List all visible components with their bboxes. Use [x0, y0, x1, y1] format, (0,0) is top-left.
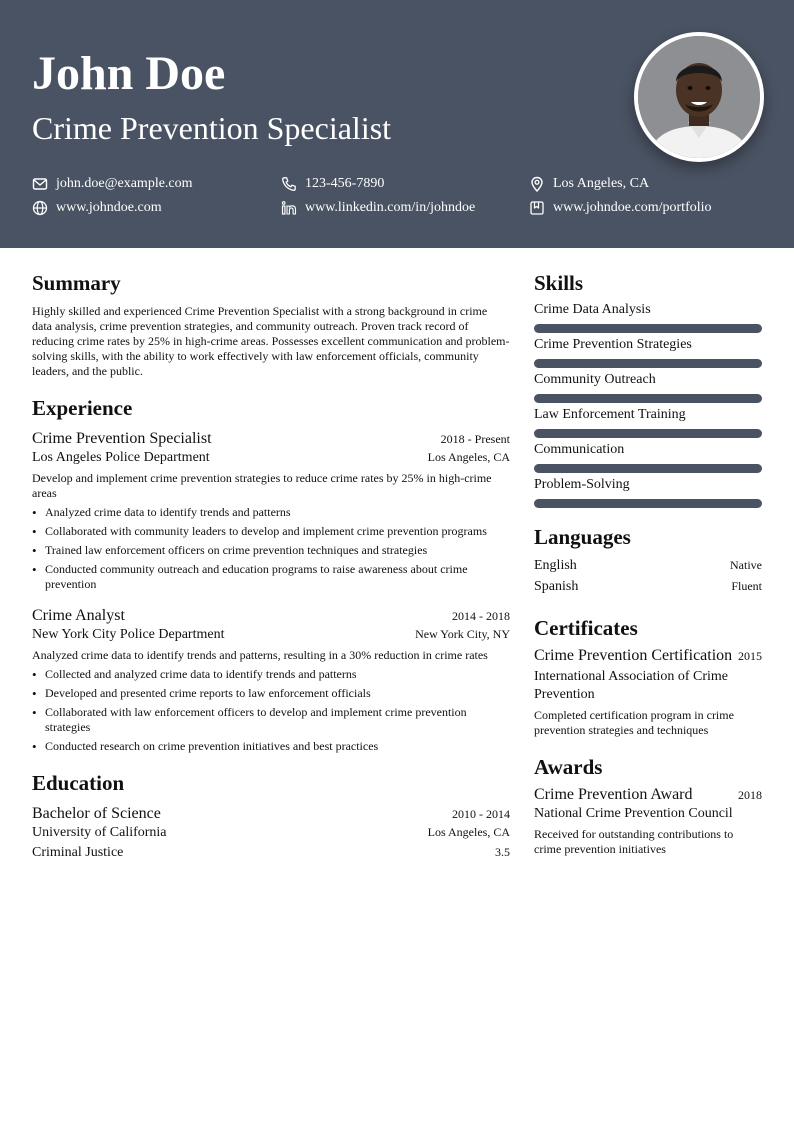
job-description: Analyzed crime data to identify trends and patterns, resulting in a 30% reduction in crime rates: [32, 648, 488, 662]
certificate-issuer: International Association of Crime Prevention: [534, 669, 729, 702]
awards-heading: Awards: [534, 755, 603, 779]
candidate-title: Crime Prevention Specialist: [32, 110, 392, 146]
job-dates: 2014 - 2018: [452, 609, 510, 623]
portfolio-icon: [529, 200, 545, 216]
experience-section: [32, 393, 510, 754]
skills-section: [534, 268, 762, 508]
list-item: • Conducted community outreach and education programs to raise awareness about crime prevention: [32, 562, 510, 592]
contact-phone-text: 123-456-7890: [305, 176, 385, 191]
list-item: • Developed and presented crime reports to law enforcement officials: [32, 686, 510, 701]
job-description: Develop and implement crime prevention strategies to reduce crime rates by 25% in high-crime areas: [32, 471, 492, 500]
job-dates: 2018 - Present: [440, 432, 510, 446]
skill-bar: [534, 429, 762, 438]
contact-location-text: Los Angeles, CA: [553, 176, 650, 191]
list-item: • Collaborated with law enforcement officers to develop and implement crime prevention strategies: [32, 705, 510, 735]
skill-name: Community Outreach: [534, 372, 656, 387]
phone-icon: [281, 176, 297, 192]
skill-bar: [534, 324, 762, 333]
education-section: [32, 768, 510, 862]
award-description: Received for outstanding contributions to crime prevention initiatives: [534, 827, 734, 856]
award-issuer: National Crime Prevention Council: [534, 806, 733, 821]
language-level: Native: [730, 558, 762, 572]
skill-bar: [534, 394, 762, 403]
resume-header: [0, 0, 794, 248]
map-pin-icon: [529, 176, 545, 192]
contact-linkedin-text: www.linkedin.com/in/johndoe: [305, 200, 476, 215]
list-item: • Trained law enforcement officers on crime prevention techniques and strategies: [32, 543, 510, 558]
languages-section: [534, 522, 762, 597]
award-name: Crime Prevention Award: [534, 786, 693, 803]
school-name: University of California: [32, 825, 167, 840]
skill-item: [534, 476, 762, 508]
contact-website-text: www.johndoe.com: [56, 200, 162, 215]
education-dates: 2010 - 2014: [452, 807, 510, 821]
job-bullets: [32, 505, 510, 592]
side-column: [534, 268, 762, 857]
language-level: Fluent: [731, 579, 762, 593]
skill-bar: [534, 499, 762, 508]
skill-bar: [534, 359, 762, 368]
experience-heading: Experience: [32, 396, 133, 420]
contact-portfolio-text: www.johndoe.com/portfolio: [553, 200, 712, 215]
contact-phone[interactable]: [281, 175, 384, 193]
school-location: Los Angeles, CA: [427, 825, 510, 839]
award-year: 2018: [738, 788, 762, 802]
candidate-name: John Doe: [32, 47, 226, 100]
certificate-description: Completed certification program in crime prevention strategies and techniques: [534, 708, 734, 737]
job-location: Los Angeles, CA: [427, 450, 510, 464]
education-heading: Education: [32, 771, 125, 795]
language-item: [534, 576, 762, 597]
language-name: Spanish: [534, 579, 579, 594]
job-title: Crime Prevention Specialist: [32, 430, 212, 447]
main-column: [32, 268, 510, 862]
globe-icon: [32, 200, 48, 216]
contact-location: [529, 175, 649, 193]
certificates-section: [534, 613, 762, 738]
list-item: • Conducted research on crime prevention initiatives and best practices: [32, 739, 510, 754]
profile-photo-image: [638, 36, 760, 158]
skill-name: Crime Data Analysis: [534, 302, 651, 317]
gpa: 3.5: [495, 845, 510, 859]
skill-item: [534, 406, 762, 438]
field-of-study: Criminal Justice: [32, 845, 124, 860]
degree: Bachelor of Science: [32, 805, 161, 822]
languages-heading: Languages: [534, 525, 631, 549]
language-name: English: [534, 558, 577, 573]
certificate-year: 2015: [738, 649, 762, 663]
skill-item: [534, 301, 762, 333]
language-item: [534, 555, 762, 576]
skill-name: Problem-Solving: [534, 477, 630, 492]
contact-linkedin[interactable]: [281, 199, 475, 217]
mail-icon: [32, 176, 48, 192]
list-item: • Collected and analyzed crime data to identify trends and patterns: [32, 667, 510, 682]
skill-name: Communication: [534, 442, 625, 457]
skill-item: [534, 371, 762, 403]
summary-heading: Summary: [32, 271, 121, 295]
skill-item: [534, 336, 762, 368]
summary-section: [32, 268, 510, 379]
contact-email-text: john.doe@example.com: [56, 176, 193, 191]
skill-name: Law Enforcement Training: [534, 407, 686, 422]
contact-email[interactable]: [32, 175, 193, 193]
linkedin-icon: [281, 200, 297, 216]
experience-entry: [32, 429, 510, 592]
contact-website[interactable]: [32, 199, 162, 217]
contact-portfolio[interactable]: [529, 199, 712, 217]
skill-bar: [534, 464, 762, 473]
job-bullets: [32, 667, 510, 754]
job-organization: Los Angeles Police Department: [32, 450, 210, 465]
certificate-name: Crime Prevention Certification: [534, 647, 733, 664]
job-title: Crime Analyst: [32, 607, 125, 624]
awards-section: [534, 752, 762, 857]
job-organization: New York City Police Department: [32, 627, 225, 642]
skill-name: Crime Prevention Strategies: [534, 337, 692, 352]
job-location: New York City, NY: [415, 627, 510, 641]
summary-text: Highly skilled and experienced Crime Prevention Specialist with a strong background in crime data analysis, crime prevention strategies, and community outreach. Proven track record of reducing crime rates by 25% in high-crime areas. Possesses excellent communication and problem-solving skills, with the ability to work effectively with law enforcement officials, community leaders, and the public.: [32, 304, 510, 378]
certificates-heading: Certificates: [534, 616, 638, 640]
experience-entry: [32, 606, 510, 754]
skill-item: [534, 441, 762, 473]
list-item: • Analyzed crime data to identify trends and patterns: [32, 505, 510, 520]
profile-photo: [634, 32, 764, 162]
list-item: • Collaborated with community leaders to develop and implement crime prevention programs: [32, 524, 510, 539]
skills-heading: Skills: [534, 271, 584, 295]
